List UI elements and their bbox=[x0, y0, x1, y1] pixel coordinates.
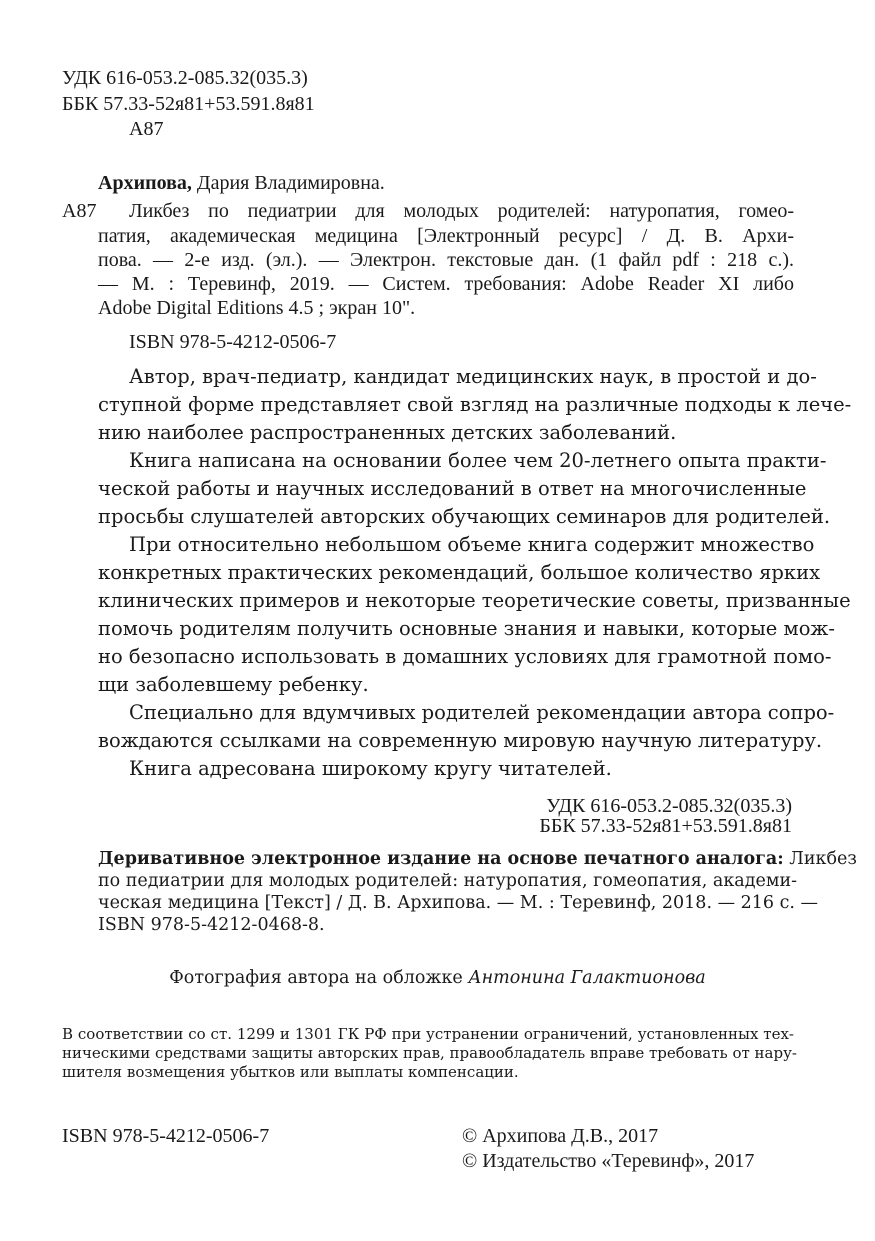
annotation-line: ступной форме представляет свой взгляд на различные подходы к лече- bbox=[98, 393, 852, 416]
author-name: Дария Владимировна. bbox=[191, 172, 385, 194]
footer-isbn: ISBN 978-5-4212-0506-7 bbox=[62, 1125, 270, 1147]
derivative-title-rest: Ликбез bbox=[783, 849, 857, 869]
annotation-line: Автор, врач-педиатр, кандидат медицинских наук, в простой и до- bbox=[129, 365, 817, 388]
copyright-publisher: © Издательство «Теревинф», 2017 bbox=[462, 1150, 755, 1172]
udk-code-right: УДК 616-053.2-085.32(035.3) bbox=[546, 795, 792, 817]
record-line: пова. — 2-е изд. (эл.). — Электрон. текстовые дан. (1 файл pdf : 218 с.). bbox=[98, 249, 794, 271]
photographer-name: Антонина Галактионова bbox=[468, 968, 706, 988]
copyright-author: © Архипова Д.В., 2017 bbox=[462, 1125, 659, 1147]
annotation-line: щи заболевшему ребенку. bbox=[98, 673, 369, 696]
derivative-line: ISBN 978-5-4212-0468-8. bbox=[98, 915, 325, 935]
photo-credit bbox=[0, 967, 875, 989]
annotation-line: конкретных практических рекомендаций, большое количество ярких bbox=[98, 561, 821, 584]
legal-line: В соответствии со ст. 1299 и 1301 ГК РФ при устранении ограничений, установленных тех- bbox=[62, 1025, 794, 1043]
record-line: патия, академическая медицина [Электронный ресурс] / Д. В. Архи- bbox=[98, 225, 794, 247]
derivative-title: Деривативное электронное издание на основе печатного аналога: bbox=[98, 849, 784, 869]
annotation-line: При относительно небольшом объеме книга содержит множество bbox=[129, 533, 815, 556]
bbk-code-right: ББК 57.33-52я81+53.591.8я81 bbox=[539, 815, 792, 837]
legal-line: ническими средствами защиты авторских прав, правообладатель вправе требовать от нару- bbox=[62, 1044, 797, 1062]
annotation-line: помочь родителям получить основные знания и навыки, которые мож- bbox=[98, 617, 835, 640]
annotation-line: просьбы слушателей авторских обучающих семинаров для родителей. bbox=[98, 505, 831, 528]
record-author-mark: А87 bbox=[62, 200, 97, 222]
annotation-line: клинических примеров и некоторые теоретические советы, призванные bbox=[98, 589, 851, 612]
bbk-code: ББК 57.33-52я81+53.591.8я81 bbox=[62, 93, 315, 115]
udk-code: УДК 616-053.2-085.32(035.3) bbox=[62, 67, 308, 89]
annotation-line: ческой работы и научных исследований в ответ на многочисленные bbox=[98, 477, 807, 500]
derivative-line: ческая медицина [Текст] / Д. В. Архипова. — М. : Теревинф, 2018. — 216 с. — bbox=[98, 893, 819, 913]
derivative-line bbox=[98, 848, 857, 870]
author-surname: Архипова, bbox=[98, 172, 192, 194]
derivative-line: по педиатрии для молодых родителей: натуропатия, гомеопатия, академи- bbox=[98, 871, 798, 891]
annotation-line: Специально для вдумчивых родителей рекомендации автора сопро- bbox=[129, 701, 835, 724]
photo-credit-text: Фотография автора на обложке bbox=[169, 968, 469, 988]
legal-line: шителя возмещения убытков или выплаты компенсации. bbox=[62, 1063, 519, 1081]
record-line: Ликбез по педиатрии для молодых родителей: натуропатия, гомео- bbox=[129, 200, 794, 222]
annotation-line: но безопасно использовать в домашних условиях для грамотной помо- bbox=[98, 645, 832, 668]
author-mark: А87 bbox=[129, 118, 164, 140]
author-line bbox=[98, 171, 385, 195]
record-isbn: ISBN 978-5-4212-0506-7 bbox=[129, 331, 337, 353]
annotation-line: Книга написана на основании более чем 20-летнего опыта практи- bbox=[129, 449, 827, 472]
annotation-line: вождаются ссылками на современную мировую научную литературу. bbox=[98, 729, 823, 752]
record-line: Adobe Digital Editions 4.5 ; экран 10". bbox=[98, 297, 416, 319]
annotation-line: нию наиболее распространенных детских заболеваний. bbox=[98, 421, 677, 444]
record-line: — М. : Теревинф, 2019. — Систем. требования: Adobe Reader XI либо bbox=[98, 273, 794, 295]
annotation-line: Книга адресована широкому кругу читателей. bbox=[129, 757, 612, 780]
